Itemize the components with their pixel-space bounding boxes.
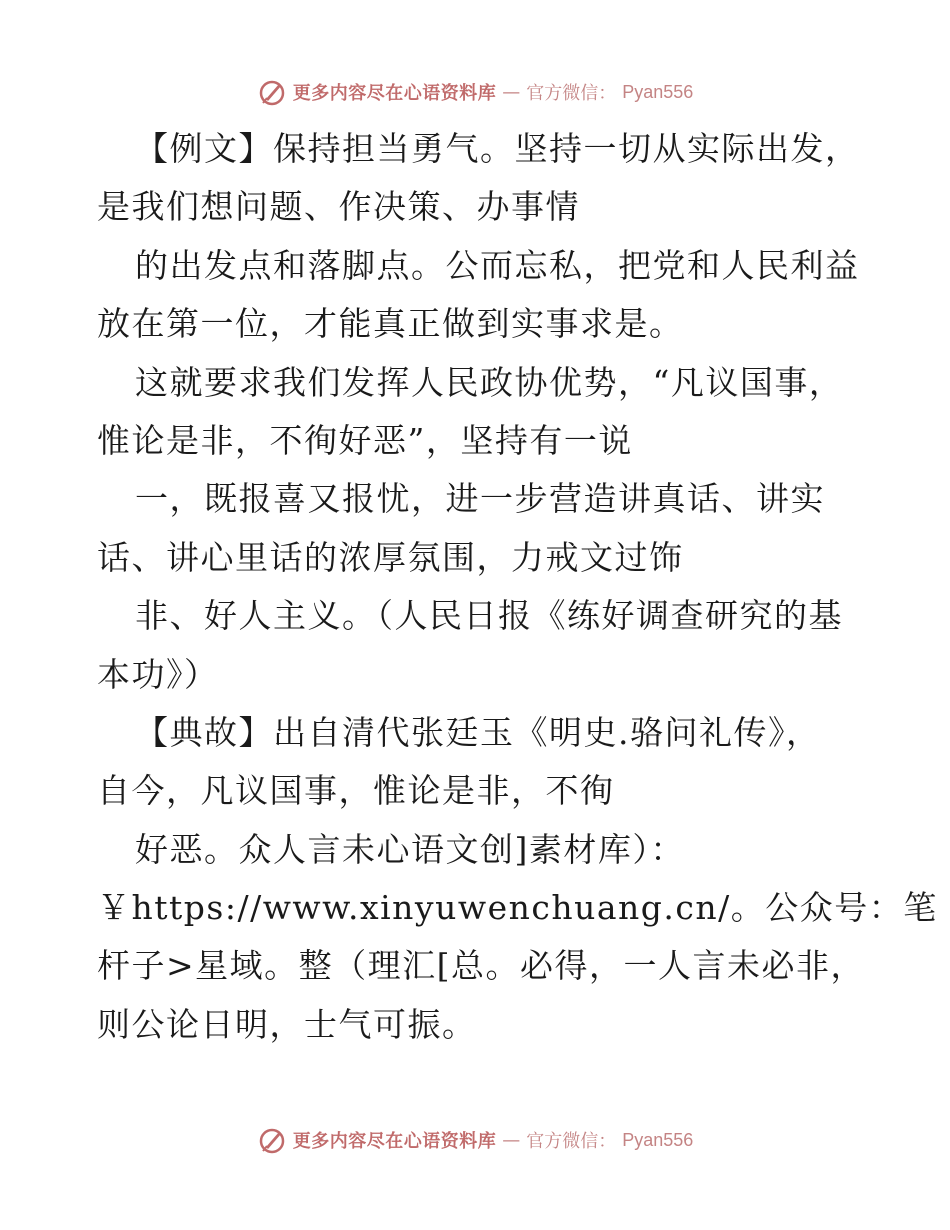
watermark-wechat-label: 官方微信： <box>526 1131 617 1152</box>
body-line: 这就要求我们发挥人民政协优势，“凡议国事， <box>135 362 844 402</box>
body-line: 放在第一位，才能真正做到实事求是。 <box>97 304 684 344</box>
body-line: 好恶。众人言未心语文创]素材库）： <box>135 829 685 869</box>
feather-pen-logo-icon <box>257 1125 287 1155</box>
header-watermark <box>0 72 950 112</box>
document-body <box>97 120 938 1054</box>
body-line: 则公论日明，士气可振。 <box>97 1004 477 1044</box>
watermark-wechat-id: Pyan556 <box>622 81 694 102</box>
watermark-text: 更多内容尽在心语资料库 <box>292 1131 497 1152</box>
body-line: 本功》） <box>97 654 219 694</box>
body-line: 的出发点和落脚点。公而忘私，把党和人民利益 <box>135 245 860 285</box>
body-line: 【典故】出自清代张廷玉《明史.骆问礼传》， <box>135 712 821 752</box>
feather-pen-logo-icon <box>257 77 287 107</box>
body-line: 自今，凡议国事，惟论是非，不徇 <box>97 771 615 811</box>
watermark-wechat-label: 官方微信： <box>526 83 617 104</box>
body-line: 【例文】保持担当勇气。坚持一切从实际出发， <box>135 129 860 168</box>
body-line: 一，既报喜又报忧，进一步营造讲真话、讲实 <box>135 479 825 519</box>
watermark-separator: — <box>502 81 521 103</box>
body-line: 是我们想问题、作决策、办事情 <box>97 187 580 227</box>
watermark-separator: — <box>502 1129 521 1151</box>
body-line: 惟论是非，不徇好恶”，坚持有一说 <box>97 420 633 460</box>
body-line: ￥https://www.xinyuwenchuang.cn/。公众号：笔 <box>97 888 938 928</box>
footer-watermark <box>0 1120 950 1160</box>
body-line: 话、讲心里话的浓厚氛围，力戒文过饰 <box>97 537 684 577</box>
body-line: 杆子>星域。整（理汇[总。必得，一人言未必非， <box>97 946 866 986</box>
watermark-text: 更多内容尽在心语资料库 <box>292 83 497 104</box>
watermark-wechat-id: Pyan556 <box>622 1129 694 1150</box>
body-line: 非、好人主义。（人民日报《练好调查研究的基 <box>135 596 843 636</box>
